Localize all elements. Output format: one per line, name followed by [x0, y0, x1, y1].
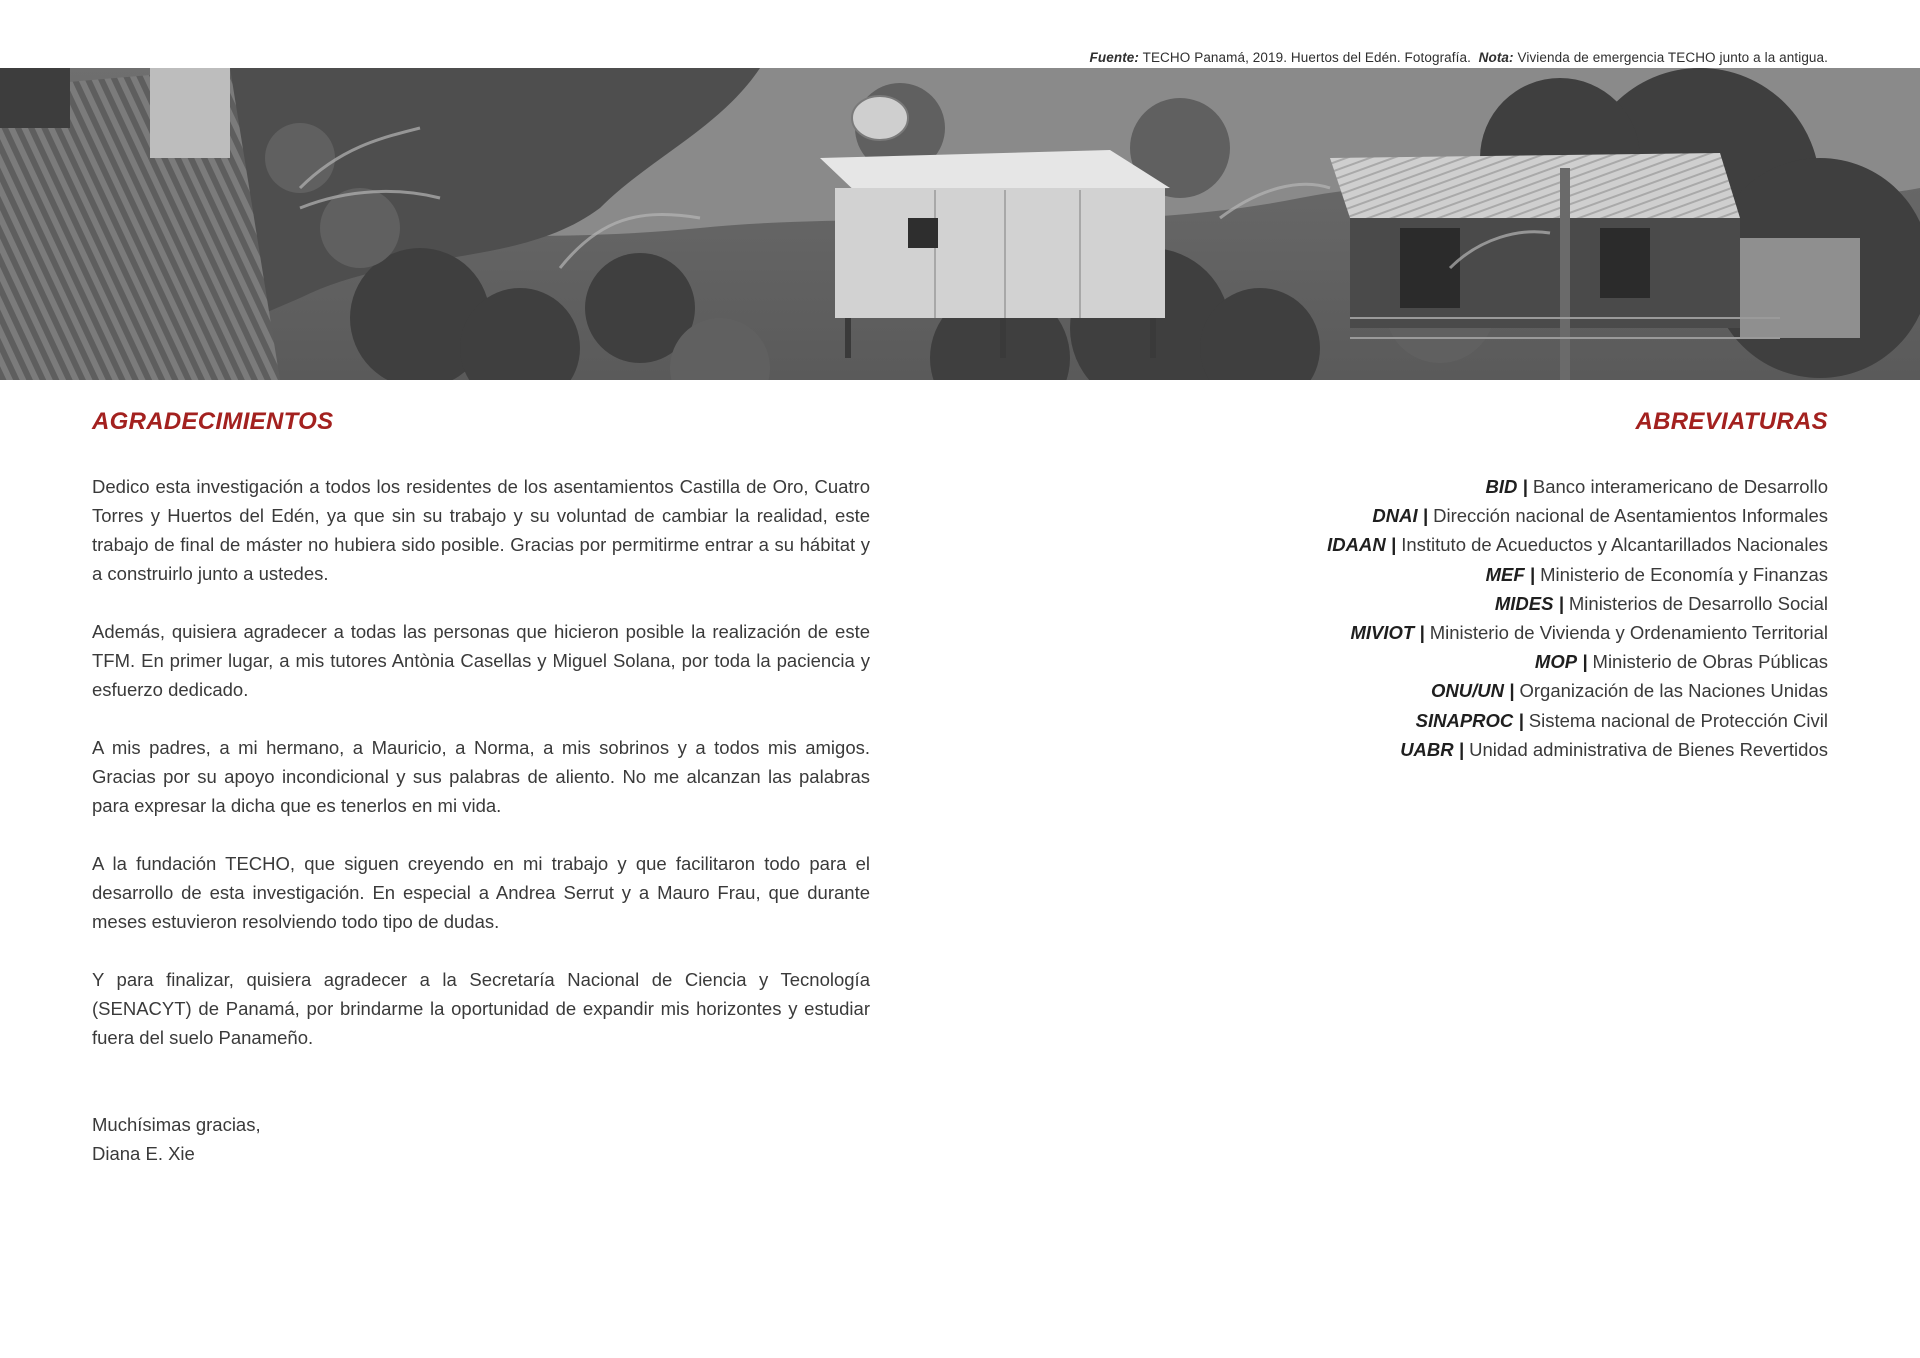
abbreviation-code: UABR	[1400, 738, 1454, 760]
acknowledgements-paragraph: A la fundación TECHO, que siguen creyendo en mi trabajo y que facilitaron todo para el desarrollo de esta investigación. En especial a Andrea Serrut y a Mauro Frau, que durante meses estuvieron resolviendo todo tipo de dudas.	[92, 853, 870, 932]
header-photo	[0, 68, 1920, 380]
abbreviations-list	[928, 472, 1828, 764]
abbreviation-meaning: Ministerios de Desarrollo Social	[1568, 592, 1828, 614]
abbreviation-meaning: Instituto de Acueductos y Alcantarillados Nacionales	[1401, 534, 1828, 556]
abbreviation-code: IDAAN	[1327, 534, 1386, 556]
abbreviation-code: BID	[1485, 476, 1518, 497]
abbreviation-meaning: Sistema nacional de Protección Civil	[1528, 709, 1828, 731]
abbreviation-row	[928, 501, 1828, 530]
photo-caption	[1090, 50, 1828, 65]
abbreviation-code: MIDES	[1494, 592, 1554, 614]
abbreviation-separator: |	[1522, 476, 1528, 497]
abbreviation-meaning: Ministerio de Vivienda y Ordenamiento Territorial	[1429, 622, 1828, 644]
abbreviation-meaning: Ministerio de Obras Públicas	[1592, 651, 1828, 673]
abbreviation-code: MIVIOT	[1350, 622, 1415, 644]
abbreviation-separator: |	[1419, 622, 1425, 644]
acknowledgements-paragraph: A mis padres, a mi hermano, a Mauricio, a Norma, a mis sobrinos y a todos mis amigos. Gracias por su apoyo incondicional y sus palabras de aliento. No me alcanzan las palabras para expresar la dicha que es tenerlos en mi vida.	[92, 737, 870, 816]
signature: Diana E. Xie	[92, 1143, 195, 1164]
abbreviation-meaning: Dirección nacional de Asentamientos Informales	[1433, 505, 1828, 527]
abbreviation-separator: |	[1558, 592, 1564, 614]
abbreviation-code: SINAPROC	[1415, 709, 1514, 731]
abbreviation-separator: |	[1518, 709, 1524, 731]
acknowledgements-body	[92, 472, 870, 1081]
abbreviation-separator: |	[1582, 651, 1588, 673]
abbreviation-meaning: Ministerio de Economía y Finanzas	[1540, 563, 1828, 585]
caption-source-text: TECHO Panamá, 2019. Huertos del Edén. Fotografía.	[1142, 50, 1471, 65]
abbreviation-meaning: Banco interamericano de Desarrollo	[1532, 476, 1828, 497]
abbreviation-meaning: Unidad administrativa de Bienes Revertidos	[1469, 738, 1828, 760]
abbreviation-separator: |	[1509, 680, 1515, 702]
settlement-photo-illustration	[0, 68, 1920, 380]
abbreviation-row	[928, 706, 1828, 735]
abbreviation-separator: |	[1390, 534, 1397, 556]
closing-block	[92, 1110, 261, 1168]
abbreviations-heading: ABREVIATURAS	[1635, 408, 1828, 435]
abbreviation-row	[928, 589, 1828, 618]
caption-source-label: Fuente:	[1089, 50, 1139, 65]
acknowledgements-paragraph: Y para finalizar, quisiera agradecer a la Secretaría Nacional de Ciencia y Tecnología (SENACYT) de Panamá, por brindarme la oportunidad de expandir mis horizontes y estudiar fuera del suelo Panameño.	[92, 969, 870, 1048]
abbreviation-code: ONU/UN	[1431, 680, 1505, 702]
acknowledgements-paragraph: Además, quisiera agradecer a todas las personas que hicieron posible la realización de este TFM. En primer lugar, a mis tutores Antònia Casellas y Miguel Solana, por toda la paciencia y esfuerzo dedicado.	[92, 621, 870, 700]
acknowledgements-heading: AGRADECIMIENTOS	[92, 408, 334, 435]
abbreviation-separator: |	[1529, 563, 1535, 585]
abbreviation-code: DNAI	[1372, 505, 1418, 527]
abbreviation-row	[928, 560, 1828, 589]
abbreviation-row	[928, 647, 1828, 676]
acknowledgements-paragraph: Dedico esta investigación a todos los residentes de los asentamientos Castilla de Oro, Cuatro Torres y Huertos del Edén, ya que sin su trabajo y su voluntad de cambiar la realidad, este trabajo de final de máster no hubiera sido posible. Gracias por permitirme entrar a su hábitat y a construirlo junto a ustedes.	[92, 476, 870, 584]
abbreviation-meaning: Organización de las Naciones Unidas	[1519, 680, 1828, 702]
closing-text: Muchísimas gracias,	[92, 1114, 261, 1135]
abbreviation-row	[928, 735, 1828, 764]
abbreviation-separator: |	[1422, 505, 1428, 527]
abbreviation-row	[928, 676, 1828, 705]
abbreviation-row	[928, 618, 1828, 647]
caption-note-text: Vivienda de emergencia TECHO junto a la antigua.	[1517, 50, 1828, 65]
abbreviation-code: MEF	[1485, 563, 1525, 585]
abbreviation-separator: |	[1458, 738, 1464, 760]
abbreviation-row	[928, 530, 1828, 559]
caption-note-label: Nota:	[1478, 50, 1514, 65]
abbreviation-code: MOP	[1534, 651, 1578, 673]
abbreviation-row	[928, 472, 1828, 501]
